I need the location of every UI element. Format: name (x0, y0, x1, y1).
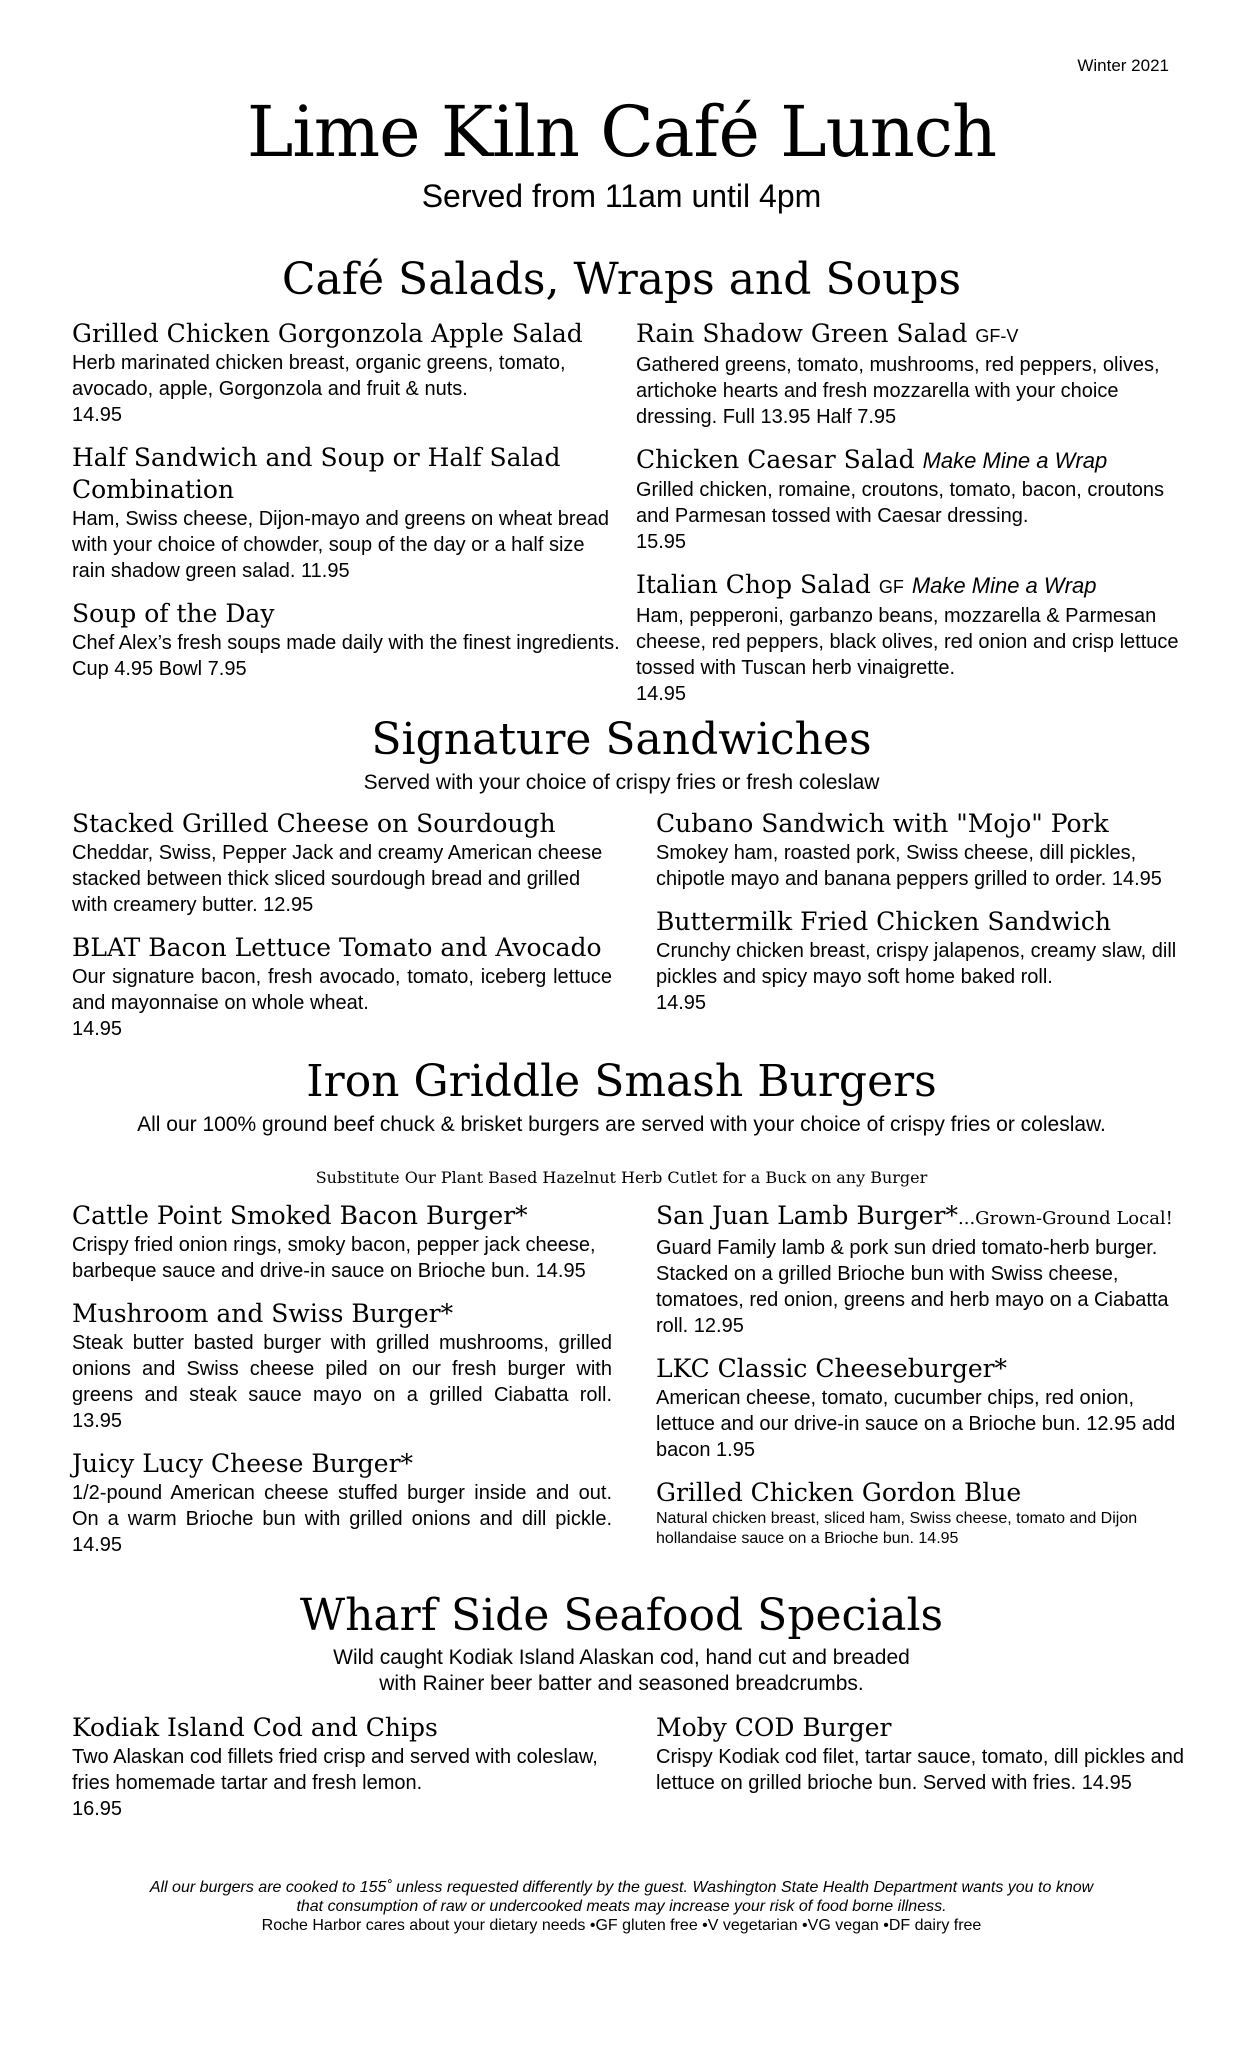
item-name: Grilled Chicken Gordon Blue (656, 1478, 1022, 1507)
menu-item (72, 1200, 612, 1284)
salads-left-column (72, 318, 620, 696)
item-description: Herb marinated chicken breast, organic greens, tomato, avocado, apple, Gorgonzola and fruit & nuts. 14.95 (72, 352, 566, 426)
dietary-tag: GF-V (975, 326, 1019, 346)
item-name: BLAT Bacon Lettuce Tomato and Avocado (72, 933, 602, 962)
item-name: Italian Chop Salad GF Make Mine a Wrap (636, 570, 1097, 599)
item-name: Rain Shadow Green Salad GF-V (636, 319, 1019, 348)
item-description: Natural chicken breast, sliced ham, Swiss cheese, tomato and Dijon hollandaise sauce on a Brioche bun. 14.95 (656, 1510, 1138, 1547)
item-name: Mushroom and Swiss Burger* (72, 1299, 454, 1328)
sandwiches-left-column (72, 808, 612, 1056)
section-subtitle-seafood-1: Wild caught Kodiak Island Alaskan cod, hand cut and breaded (333, 1646, 910, 1669)
footer-line-3: Roche Harbor cares about your dietary needs •GF gluten free •V vegetarian •VG vegan •DF dairy free (261, 1917, 982, 1934)
item-price: 15.95 (636, 531, 687, 553)
sandwiches-right-column (656, 808, 1196, 1030)
menu-item (72, 1298, 612, 1434)
item-description: Ham, Swiss cheese, Dijon-mayo and greens on wheat bread with your choice of chowder, soup of the day or a half size rain shadow green salad. 11.95 (72, 508, 609, 582)
burgers-left-column (72, 1200, 612, 1572)
menu-item (72, 808, 612, 918)
menu-item (656, 808, 1196, 892)
plant-based-note: Substitute Our Plant Based Hazelnut Herb Cutlet for a Buck on any Burger (315, 1168, 928, 1187)
wrap-note: Make Mine a Wrap (922, 448, 1108, 473)
seafood-right-column (656, 1712, 1196, 1810)
menu-item (72, 932, 612, 1042)
item-price: 14.95 (636, 683, 687, 705)
menu-item (656, 1477, 1196, 1549)
section-title-salads: Café Salads, Wraps and Soups (281, 254, 962, 305)
menu-item (656, 1712, 1196, 1796)
section-title-sandwiches: Signature Sandwiches (371, 714, 872, 765)
menu-item (636, 569, 1181, 707)
item-name: Moby COD Burger (656, 1713, 892, 1742)
menu-item (72, 1712, 612, 1822)
menu-item (636, 444, 1181, 555)
item-name: Grilled Chicken Gorgonzola Apple Salad (72, 319, 583, 348)
item-price: 14.95 (72, 404, 123, 426)
menu-item (72, 442, 620, 584)
item-name: Half Sandwich and Soup or Half Salad Combination (72, 443, 561, 504)
menu-item (656, 906, 1196, 1016)
item-name: Stacked Grilled Cheese on Sourdough (72, 809, 556, 838)
section-title-burgers: Iron Griddle Smash Burgers (306, 1056, 937, 1107)
dietary-tag: GF (878, 577, 904, 597)
section-subtitle-sandwiches: Served with your choice of crispy fries or fresh coleslaw (363, 771, 880, 794)
item-description: Crispy fried onion rings, smoky bacon, pepper jack cheese, barbeque sauce and drive-in sauce on Brioche bun. 14.95 (72, 1234, 596, 1282)
menu-item (656, 1353, 1196, 1463)
footer-disclaimer (60, 1878, 1183, 1935)
item-name: Kodiak Island Cod and Chips (72, 1713, 438, 1742)
item-description: Steak butter basted burger with grilled mushrooms, grilled onions and Swiss cheese piled on our fresh burger with greens and steak sauce mayo on a grilled Ciabatta roll. 13.95 (72, 1332, 612, 1432)
page-title: Lime Kiln Café Lunch (246, 91, 997, 173)
item-name: Buttermilk Fried Chicken Sandwich (656, 907, 1111, 936)
menu-item (72, 1448, 612, 1558)
section-subtitle-seafood-2: with Rainer beer batter and seasoned breadcrumbs. (379, 1672, 864, 1695)
item-name: Cubano Sandwich with "Mojo" Pork (656, 809, 1109, 838)
item-name: Soup of the Day (72, 599, 275, 628)
item-description: Gathered greens, tomato, mushrooms, red peppers, olives, artichoke hearts and fresh mozzarella with your choice dressing. Full 13.95 Half 7.95 (636, 354, 1160, 428)
item-description: Smokey ham, roasted pork, Swiss cheese, dill pickles, chipotle mayo and banana peppers grilled to order. 14.95 (656, 842, 1162, 890)
item-description: American cheese, tomato, cucumber chips, red onion, lettuce and our drive-in sauce on a Brioche bun. 12.95 add bacon 1.95 (656, 1387, 1176, 1461)
item-price: 14.95 (72, 1018, 123, 1040)
item-description: Grilled chicken, romaine, croutons, tomato, bacon, croutons and Parmesan tossed with Caesar dressing. 15.95 (636, 479, 1165, 553)
menu-item (72, 318, 620, 428)
item-description: Our signature bacon, fresh avocado, tomato, iceberg lettuce and mayonnaise on whole wheat. 14.95 (72, 966, 612, 1040)
item-description: Ham, pepperoni, garbanzo beans, mozzarella & Parmesan cheese, red peppers, black olives, red onion and crisp lettuce tossed with Tuscan herb vinaigrette. 14.95 (636, 605, 1179, 705)
page-subtitle: Served from 11am until 4pm (421, 178, 822, 214)
item-description: Crispy Kodiak cod filet, tartar sauce, tomato, dill pickles and lettuce on grilled brioche bun. Served with fries. 14.95 (656, 1746, 1185, 1794)
item-name: Cattle Point Smoked Bacon Burger* (72, 1201, 528, 1230)
menu-item (72, 598, 620, 682)
footer-line-2: that consumption of raw or undercooked meats may increase your risk of food borne illness. (296, 1898, 947, 1915)
item-description: Two Alaskan cod fillets fried crisp and served with coleslaw, fries homemade tartar and fresh lemon. 16.95 (72, 1746, 598, 1820)
salads-right-column (636, 318, 1181, 721)
item-name: San Juan Lamb Burger*...Grown-Ground Local! (656, 1201, 1173, 1230)
seafood-left-column (72, 1712, 612, 1836)
section-title-seafood: Wharf Side Seafood Specials (299, 1590, 944, 1641)
item-price: 16.95 (72, 1798, 123, 1820)
section-subtitle-burgers: All our 100% ground beef chuck & brisket burgers are served with your choice of crispy fries or coleslaw. (137, 1113, 1106, 1136)
item-name: Chicken Caesar Salad Make Mine a Wrap (636, 445, 1108, 474)
burgers-right-column (656, 1200, 1196, 1563)
item-description: Chef Alex’s fresh soups made daily with the finest ingredients. Cup 4.95 Bowl 7.95 (72, 632, 620, 680)
item-name: LKC Classic Cheeseburger* (656, 1354, 1008, 1383)
item-description: 1/2-pound American cheese stuffed burger inside and out. On a warm Brioche bun with grilled onions and dill pickle. 14.95 (72, 1482, 612, 1556)
item-name: Juicy Lucy Cheese Burger* (72, 1449, 414, 1478)
wrap-note: Make Mine a Wrap (911, 573, 1097, 598)
item-price: 14.95 (656, 992, 707, 1014)
footer-line-1: All our burgers are cooked to 155˚ unless requested differently by the guest. Washington State Health Department wants you to know (149, 1879, 1094, 1896)
local-note: ...Grown-Ground Local! (958, 1208, 1173, 1229)
menu-item (656, 1200, 1196, 1339)
menu-item (636, 318, 1181, 430)
season-label: Winter 2021 (1077, 56, 1169, 75)
item-description: Crunchy chicken breast, crispy jalapenos, creamy slaw, dill pickles and spicy mayo soft home baked roll. 14.95 (656, 940, 1177, 1014)
item-description: Cheddar, Swiss, Pepper Jack and creamy American cheese stacked between thick sliced sourdough bread and grilled with creamery butter. 12.95 (72, 842, 603, 916)
item-description: Guard Family lamb & pork sun dried tomato-herb burger. Stacked on a grilled Brioche bun with Swiss cheese, tomatoes, red onion, greens and herb mayo on a Ciabatta roll. 12.95 (656, 1237, 1169, 1337)
